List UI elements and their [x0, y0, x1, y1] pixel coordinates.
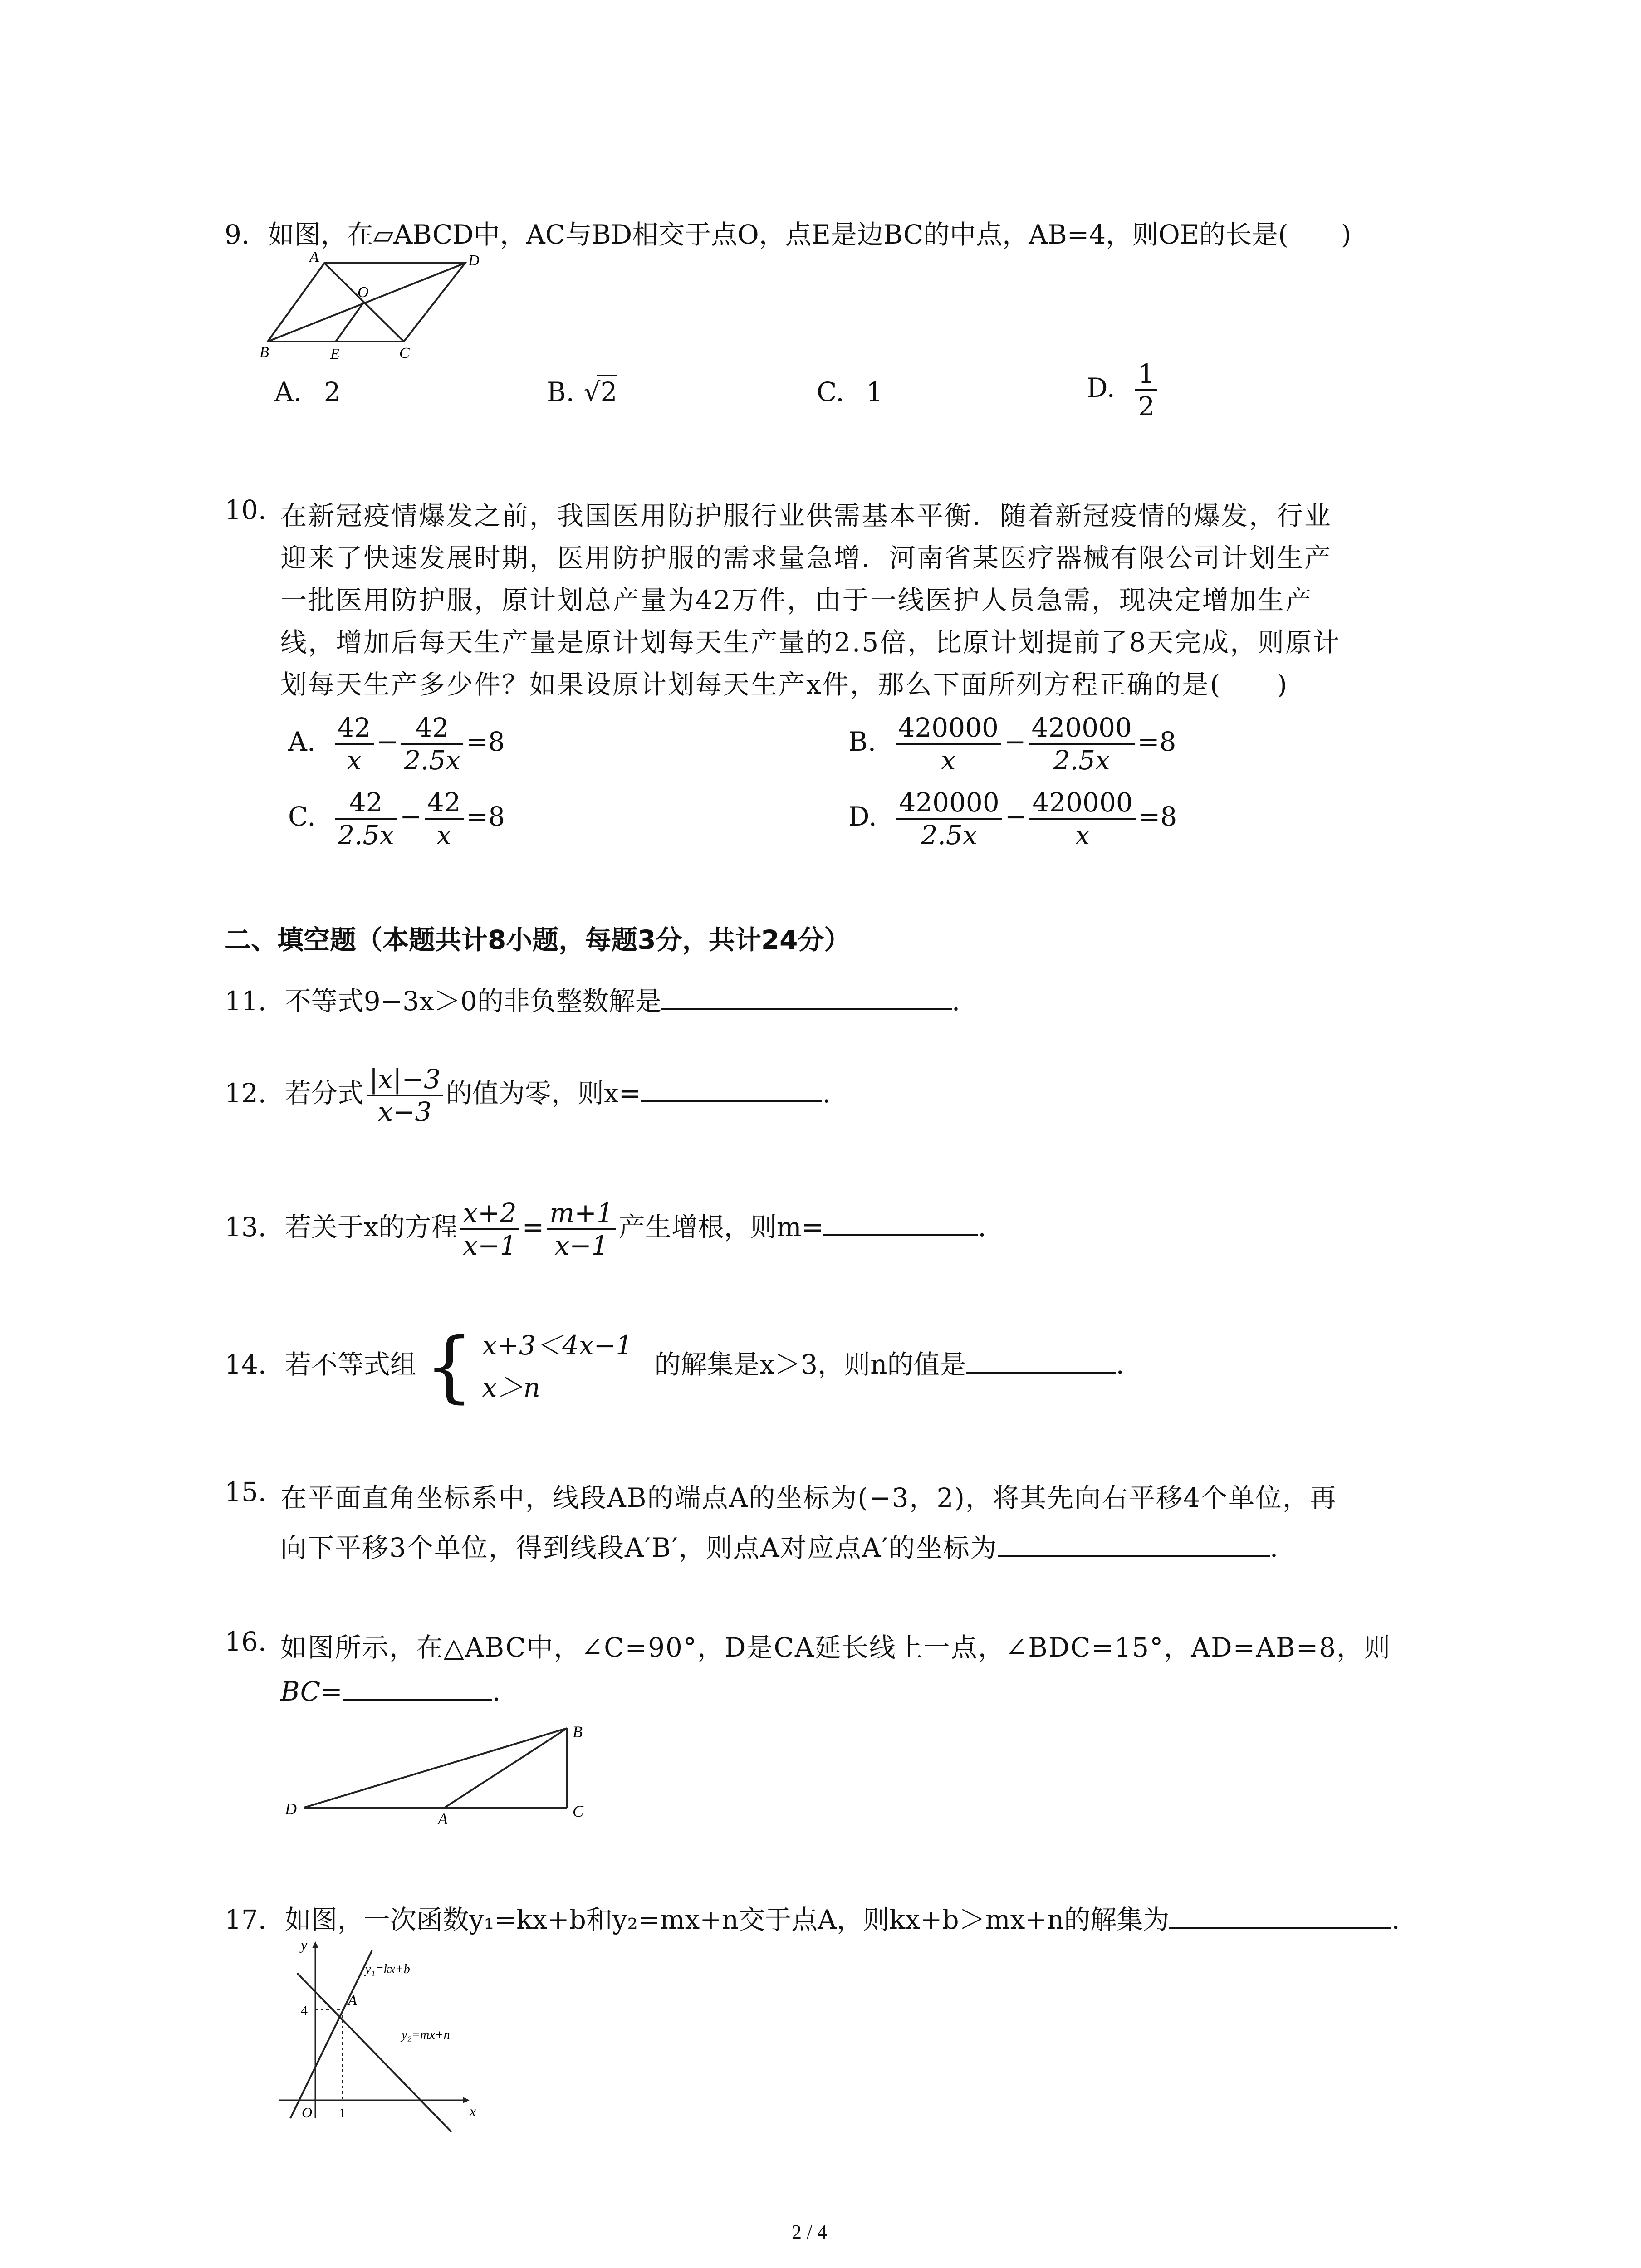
fraction: $\frac{420000}{2.5x}$	[896, 787, 1002, 850]
fraction: $\frac{x+2}{x-1}$	[460, 1198, 519, 1261]
question-10-line-5: 划每天生产多少件？如果设原计划每天生产x件，那么下面所列方程正确的是( )	[280, 669, 1288, 700]
point-o-label: O	[358, 284, 369, 301]
answer-blank[interactable]	[998, 1550, 1270, 1557]
sqrt-symbol: √	[583, 376, 601, 407]
question-10-line-1: 在新冠疫情爆发之前，我国医用防护服行业供需基本平衡．随着新冠疫情的爆发，行业	[280, 500, 1332, 531]
page-number: 2 / 4	[792, 2221, 828, 2243]
question-13: 13. 若关于x的方程 $\frac{x+2}{x-1}$ = $\frac{m+1}{x-1}$ 产生增根，则m= .	[225, 1198, 986, 1261]
answer-blank[interactable]	[661, 1004, 952, 1010]
answer-blank[interactable]	[641, 1096, 822, 1102]
choice-label: D.	[1087, 372, 1115, 404]
system-brace: {	[425, 1321, 474, 1412]
point-a-label: A	[348, 1992, 357, 2008]
choice-b: B. $\frac{420000}{x}$ − $\frac{420000}{2.5x}$ =8	[848, 712, 1176, 776]
vertex-c-label: C	[399, 345, 410, 362]
question-11: 11. 不等式9−3x＞0的非负整数解是 .	[225, 986, 960, 1017]
function-graph-figure	[270, 1937, 506, 2132]
vertex-a-label: A	[438, 1810, 448, 1828]
answer-blank[interactable]	[343, 1694, 492, 1701]
vertex-b-label: B	[260, 344, 269, 361]
vertex-b-label: B	[573, 1723, 583, 1741]
question-text: 如图，在▱ABCD中，AC与BD相交于点O，点E是边BC的中点，AB=4，则OE的长是( )	[268, 219, 1352, 250]
section-title: 二、填空题（本题共计8小题，每题3分，共计24分）	[225, 924, 851, 955]
point-e-label: E	[330, 346, 340, 362]
question-12: 12. 若分式 $\frac{|x|-3}{x-3}$ 的值为零，则x= .	[225, 1064, 831, 1127]
question-10-line-2: 迎来了快速发展时期，医用防护服的需求量急增．河南省某医疗器械有限公司计划生产	[280, 543, 1332, 573]
question-16-line-2: BC= .	[280, 1676, 501, 1707]
question-number: 9.	[225, 219, 250, 250]
tick-1-label: 1	[339, 2106, 346, 2121]
fraction: $\frac{42}{x}$	[335, 712, 374, 776]
fraction: $\frac{|x|-3}{x-3}$	[367, 1064, 443, 1127]
fraction: $\frac{420000}{x}$	[896, 712, 1001, 776]
vertex-d-label: D	[285, 1800, 297, 1818]
choice-d	[1087, 358, 1160, 422]
question-15-number: 15.	[225, 1476, 267, 1507]
question-15-line-2: 向下平移3个单位，得到线段A′B′，则点A对应点A′的坐标为 .	[280, 1532, 1279, 1563]
line-2-label: y₂=mx+n	[402, 2028, 450, 2042]
vertex-a-label: A	[309, 252, 319, 265]
inequality-system: x+3＜4x−1 x＞n	[482, 1330, 633, 1403]
parallelogram-figure	[259, 252, 495, 365]
tick-4-label: 4	[301, 2003, 308, 2018]
choice-a	[274, 376, 341, 407]
question-17: 17. 如图，一次函数y₁=kx+b和y₂=mx+n交于点A，则kx+b＞mx+n的解集为 .	[225, 1904, 1400, 1935]
choice-label: C.	[817, 376, 844, 407]
choice-value: 1	[866, 376, 883, 407]
question-10-number: 10.	[225, 494, 267, 525]
choice-label: A.	[274, 376, 302, 407]
fraction: $\frac{1}{2}$	[1135, 358, 1157, 422]
answer-blank[interactable]	[823, 1230, 978, 1236]
x-axis-label: x	[470, 2103, 476, 2119]
choice-a: A. $\frac{42}{x}$ − $\frac{42}{2.5x}$ =8	[288, 712, 505, 776]
answer-blank[interactable]	[1169, 1922, 1391, 1929]
vertex-c-label: C	[573, 1802, 584, 1820]
choice-c	[817, 376, 883, 407]
choice-value: 2	[323, 376, 341, 407]
fraction: $\frac{42}{x}$	[425, 787, 464, 850]
answer-blank[interactable]	[966, 1367, 1116, 1374]
sqrt-value: √2	[597, 375, 617, 407]
origin-label: O	[302, 2104, 313, 2121]
fraction: $\frac{42}{2.5x}$	[335, 787, 397, 850]
fraction: $\frac{420000}{2.5x}$	[1029, 712, 1135, 776]
choice-d: D. $\frac{420000}{2.5x}$ − $\frac{420000}{x}$ =8	[848, 787, 1177, 850]
triangle-figure	[277, 1719, 608, 1833]
choice-b	[547, 376, 617, 407]
question-10-line-3: 一批医用防护服，原计划总产量为42万件，由于一线医护人员急需，现决定增加生产	[280, 585, 1313, 616]
question-9	[225, 213, 1351, 251]
fraction: $\frac{420000}{x}$	[1029, 787, 1135, 850]
line-1-label: y₁=kx+b	[365, 1962, 410, 1976]
question-14: 14. 若不等式组 { x+3＜4x−1 x＞n 的解集是x＞3，则n的值是 .	[225, 1321, 1124, 1412]
y-axis-label: y	[301, 1937, 308, 1953]
question-16-line-1: 如图所示，在△ABC中，∠C=90°，D是CA延长线上一点，∠BDC=15°，AD=AB=8，则	[280, 1632, 1391, 1663]
choice-c: C. $\frac{42}{2.5x}$ − $\frac{42}{x}$ =8	[288, 787, 505, 850]
fraction: $\frac{42}{2.5x}$	[401, 712, 463, 776]
vertex-d-label: D	[468, 252, 480, 269]
question-10-line-4: 线，增加后每天生产量是原计划每天生产量的2.5倍，比原计划提前了8天完成，则原计	[280, 627, 1341, 658]
question-16-number: 16.	[225, 1626, 267, 1657]
fraction: $\frac{m+1}{x-1}$	[547, 1198, 616, 1261]
question-15-line-1: 在平面直角坐标系中，线段AB的端点A的坐标为(−3，2)，将其先向右平移4个单位，再	[280, 1482, 1337, 1513]
choice-label: B.	[547, 376, 575, 407]
